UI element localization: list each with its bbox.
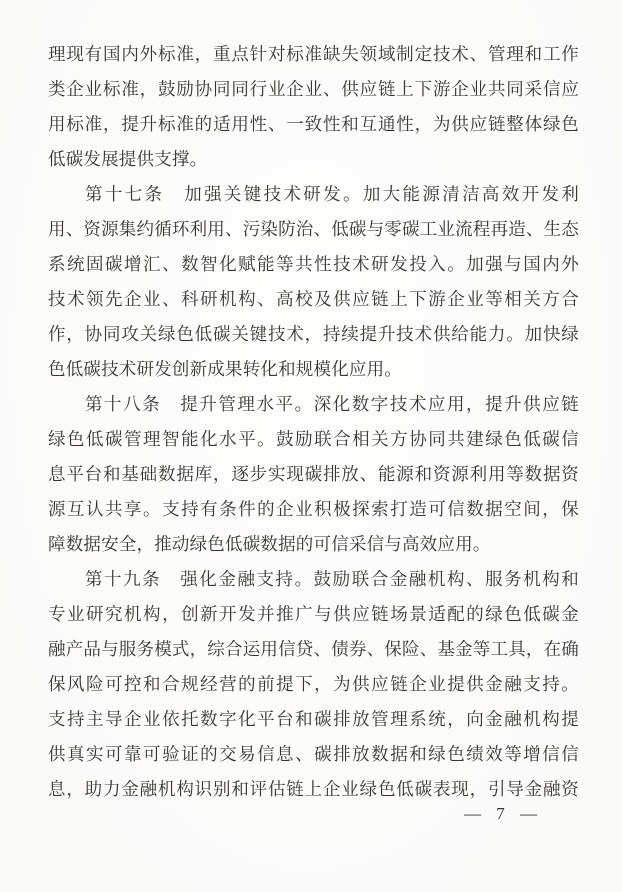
- text-line: 息平台和基础数据库，逐步实现碳排放、能源和资源利用等数据资: [48, 464, 579, 484]
- text-line: 保风险可控和合规经营的前提下，为供应链企业提供金融支持。: [48, 674, 579, 694]
- text-line: 第十九条 强化金融支持。鼓励联合金融机构、服务机构和: [85, 569, 579, 589]
- text-line: 理现有国内外标准，重点针对标准缺失领域制定技术、管理和工作: [48, 44, 579, 64]
- text-line: 专业研究机构，创新开发并推广与供应链场景适配的绿色低碳金: [48, 604, 579, 624]
- text-line: 作，协同攻关绿色低碳关键技术，持续提升技术供给能力。加快绿: [48, 324, 579, 344]
- page-number: — 7 —: [464, 804, 538, 823]
- text-line: 系统固碳增汇、数智化赋能等共性技术研发投入。加强与国内外: [48, 254, 579, 274]
- text-line: 用、资源集约循环利用、污染防治、低碳与零碳工业流程再造、生态: [48, 219, 579, 239]
- page-footer: [0, 802, 538, 826]
- text-line: 第十八条 提升管理水平。深化数字技术应用，提升供应链: [85, 394, 579, 414]
- document-body: [48, 37, 579, 807]
- text-line: 类企业标准，鼓励协同同行业企业、供应链上下游企业共同采信应: [48, 79, 579, 99]
- text-line: 融产品与服务模式，综合运用信贷、债券、保险、基金等工具，在确: [48, 639, 579, 659]
- text-line: 用标准，提升标准的适用性、一致性和互通性，为供应链整体绿色: [48, 114, 579, 134]
- text-line: 支持主导企业依托数字化平台和碳排放管理系统，向金融机构提: [48, 709, 579, 729]
- text-line: 色低碳技术研发创新成果转化和规模化应用。: [48, 359, 402, 379]
- text-line: 第十七条 加强关键技术研发。加大能源清洁高效开发利: [85, 184, 579, 204]
- text-line: 障数据安全，推动绿色低碳数据的可信采信与高效应用。: [48, 534, 491, 554]
- text-line: 绿色低碳管理智能化水平。鼓励联合相关方协同共建绿色低碳信: [48, 429, 579, 449]
- text-line: 息，助力金融机构识别和评估链上企业绿色低碳表现，引导金融资: [48, 779, 579, 799]
- text-line: 低碳发展提供支撑。: [48, 149, 208, 169]
- text-line: 源互认共享。支持有条件的企业积极探索打造可信数据空间，保: [48, 499, 579, 519]
- text-line: 供真实可靠可验证的交易信息、碳排放数据和绿色绩效等增信信: [48, 744, 579, 764]
- text-line: 技术领先企业、科研机构、高校及供应链上下游企业等相关方合: [48, 289, 579, 309]
